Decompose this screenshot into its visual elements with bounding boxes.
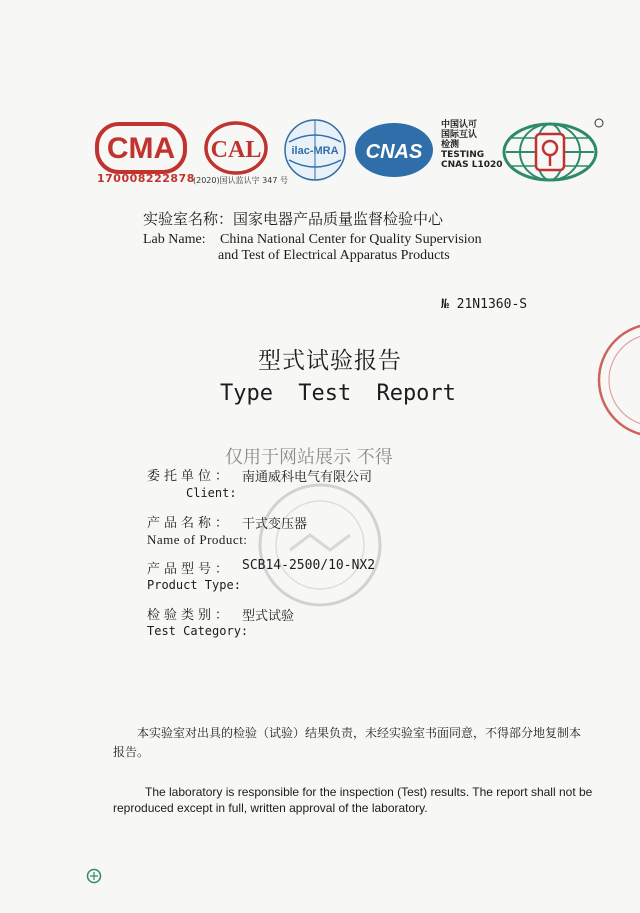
client-label-en: Client: [186, 486, 237, 500]
product-label-cn: 产品名称： [147, 516, 233, 531]
small-green-mark [86, 868, 102, 884]
cnas-line: 检测 [441, 140, 460, 150]
lab-name-en-line1: China National Center for Quality Supervision [220, 232, 482, 247]
ilac-mra-logo [283, 118, 347, 182]
category-value: 型式试验 [242, 609, 295, 624]
product-value: 干式变压器 [242, 517, 308, 532]
cnas-line: 国际互认 [441, 130, 478, 140]
ilac-logo-text: ilac-MRA [291, 145, 339, 157]
cal-logo [203, 120, 269, 176]
certification-logos [95, 118, 615, 188]
statement-cn: 本实验室对出具的检验（试验）结果负责，未经实验室书面同意，不得部分地复制本报告。 [113, 726, 582, 759]
cma-logo-text: CMA [106, 132, 176, 165]
seal-stamp [255, 480, 385, 610]
type-value: SCB14-2500/10-NX2 [242, 558, 376, 573]
report-number: № 21N1360-S [441, 297, 528, 312]
cnas-line: 中国认可 [441, 120, 478, 130]
lab-name-cn: 实验室名称：国家电器产品质量监督检验中心 [143, 210, 444, 228]
cnas-logo [353, 120, 435, 180]
cma-number: 170008222878 [97, 172, 195, 185]
cnas-line: CNAS L1020 [441, 160, 503, 170]
report-title-en: Type Test Report [220, 381, 456, 406]
type-label-en: Product Type: [147, 578, 241, 592]
type-label-cn: 产品型号： [147, 562, 233, 577]
product-label-en: Name of Product: [147, 532, 248, 547]
cal-number: (2020)国认监认字 347 号 [193, 176, 288, 185]
watermark-text: 仅用于网站展示 不得 [225, 447, 393, 468]
category-label-cn: 检验类别： [147, 608, 233, 623]
client-label-cn: 委托单位： [147, 469, 233, 484]
cma-logo [95, 122, 187, 174]
cnas-logo-text: CNAS [365, 141, 423, 163]
globe-emblem-logo [500, 118, 604, 182]
report-title-cn: 型式试验报告 [258, 348, 402, 374]
lab-name-label-en: Lab Name: [143, 232, 206, 247]
statement-en: The laboratory is responsible for the inspection (Test) results. The report shall not be reproduced except in full, written approval of the laboratory. [113, 785, 593, 815]
cnas-accreditation-text [441, 120, 503, 170]
lab-name-en [220, 232, 482, 264]
client-value: 南通威科电气有限公司 [242, 470, 373, 485]
cal-logo-text: CAL [210, 137, 262, 163]
red-stamp [595, 320, 640, 440]
cnas-line: TESTING [441, 150, 485, 160]
lab-name-en-line2: and Test of Electrical Apparatus Products [218, 248, 450, 263]
category-label-en: Test Category: [147, 624, 249, 638]
